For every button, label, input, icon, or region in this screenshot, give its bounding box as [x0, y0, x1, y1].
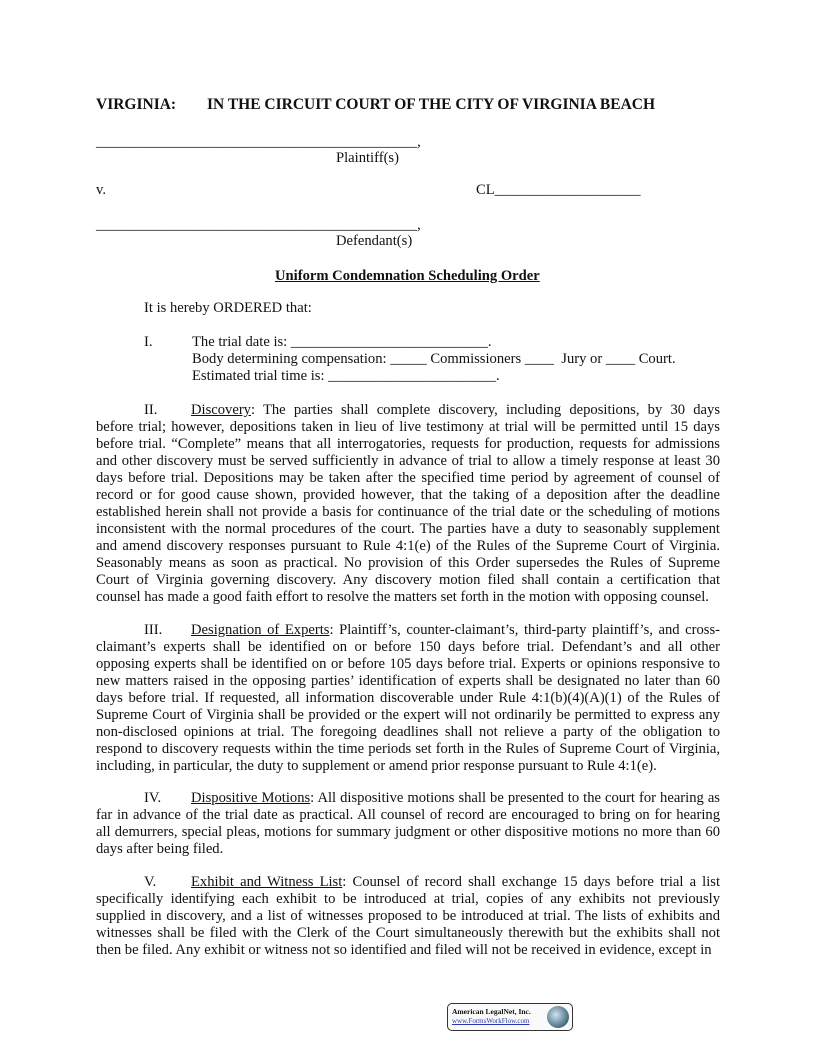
section-line: and amend discovery responses pursuant to Rule 4:1(e) of the Rules of the Supreme Court of Virginia. — [96, 538, 720, 554]
document-title: Uniform Condemnation Scheduling Order — [275, 268, 540, 284]
section-line: days before trial. If requested, all information discoverable under Rule 4:1(b)(4)(A)(1) of the Rules of — [96, 690, 720, 706]
section-line: before trial; however, depositions taken in lieu of live testimony at trial will be permitted until 15 days — [96, 419, 720, 435]
section-line: established herein shall not provide a basis for continuance of the trial date or the scheduling of motions — [96, 504, 720, 520]
section-line: Court of Virginia governing discovery. Any discovery motion filed shall contain a certification that — [96, 572, 720, 588]
section-heading: Discovery — [191, 402, 251, 418]
section-numeral: V. — [144, 874, 157, 890]
section-line: claimant’s experts shall be identified on or before 150 days before trial. Defendant’s and all other — [96, 639, 720, 655]
defendant-blank: ____________________________________________, — [96, 217, 421, 233]
section-line: opposing experts shall be identified on or before 105 days before trial. Experts or opinions responsive to — [96, 656, 720, 672]
section-first-line — [144, 622, 720, 639]
logo-company: American LegalNet, Inc. — [452, 1007, 531, 1016]
court-heading: IN THE CIRCUIT COURT OF THE CITY OF VIRGINIA BEACH — [207, 96, 656, 113]
section-text: : Plaintiff’s, counter-claimant’s, third-party plaintiff’s, and cross- — [329, 622, 720, 638]
intro-text: It is hereby ORDERED that: — [144, 300, 312, 316]
section-i-numeral: I. — [144, 334, 153, 350]
trial-date-line: The trial date is: ___________________________. — [192, 334, 492, 350]
globe-icon — [547, 1006, 569, 1028]
section-line: far in advance of the trial date as practical. All counsel of record are encouraged to bring on for hearing — [96, 807, 720, 823]
section-heading: Designation of Experts — [191, 622, 330, 638]
section-text: : The parties shall complete discovery, including depositions, by 30 days — [250, 402, 720, 418]
section-line: then be filed. Any exhibit or witness not so identified and filed will not be received in evidence, except in — [96, 942, 712, 958]
section-first-line — [144, 790, 720, 807]
logo-url-link[interactable]: www.FormsWorkFlow.com — [452, 1017, 530, 1025]
section-heading: Exhibit and Witness List — [191, 874, 343, 890]
section-line: inconsistent with the normal procedures of the court. The parties have a duty to seasonably supplement — [96, 521, 720, 537]
trial-time-line: Estimated trial time is: _______________________. — [192, 368, 500, 384]
section-line: and other discovery must be served sufficiently in advance of trial to allow a timely response at least 30 — [96, 453, 720, 469]
section-heading: Dispositive Motions — [191, 790, 311, 806]
section-numeral: II. — [144, 402, 158, 418]
footer-logo[interactable] — [447, 1003, 573, 1031]
section-line: specifically identifying each exhibit to be introduced at trial, copies of any exhibits not previously — [96, 891, 720, 907]
section-line: new matters raised in the opposing parties’ identification of experts shall be designated no later than 60 — [96, 673, 720, 689]
defendant-label: Defendant(s) — [336, 233, 413, 249]
section-first-line — [144, 402, 720, 419]
section-numeral: III. — [144, 622, 163, 638]
section-line: before trial. “Complete” means that all interrogatories, requests for production, requests for admissions — [96, 436, 720, 452]
plaintiff-label: Plaintiff(s) — [336, 150, 399, 166]
section-text: : Counsel of record shall exchange 15 days before trial a list — [342, 874, 720, 890]
section-line: all demurrers, special pleas, motions for summary judgment or other dispositive motions no more than 60 — [96, 824, 720, 840]
section-line: witnesses shall be filed with the Clerk of the Court simultaneously therewith but the exhibits shall not — [96, 925, 720, 941]
section-line: Seasonably means as soon as practical. No provision of this Order supersedes the Rules of Supreme — [96, 555, 720, 571]
plaintiff-blank: ____________________________________________, — [96, 134, 421, 150]
case-number-field: CL____________________ — [476, 182, 641, 198]
section-first-line — [144, 874, 720, 891]
section-line: Supreme Court of Virginia shall be provided or the expert will not ordinarily be permitted to express any — [96, 707, 720, 723]
section-line: supplied in discovery, and a list of witnesses proposed to be introduced at trial. The lists of exhibits and — [96, 908, 720, 924]
versus-label: v. — [96, 182, 106, 198]
compensation-body-line: Body determining compensation: _____ Commissioners ____ Jury or ____ Court. — [192, 351, 676, 367]
section-line: counsel has made a good faith effort to resolve the matters set forth in the motion with opposing counsel. — [96, 589, 709, 605]
section-text: : All dispositive motions shall be presented to the court for hearing as — [310, 790, 720, 806]
section-line: respond to discovery requests within the time periods set forth in the Rules of Supreme Court of Virginia, — [96, 741, 720, 757]
section-numeral: IV. — [144, 790, 162, 806]
section-line: days before trial. Depositions may be taken after the specified time period by agreement of counsel of — [96, 470, 720, 486]
section-line: including, in particular, the duty to supplement or amend prior response pursuant to Rule 4:1(e). — [96, 758, 657, 774]
state-label: VIRGINIA: — [96, 96, 177, 113]
section-line: record or for good cause shown, provided however, that the taking of a deposition after the deadline — [96, 487, 720, 503]
section-line: days after being filed. — [96, 841, 224, 857]
section-line: non-disclosed opinions at trial. The foregoing deadlines shall not relieve a party of the obligation to — [96, 724, 720, 740]
